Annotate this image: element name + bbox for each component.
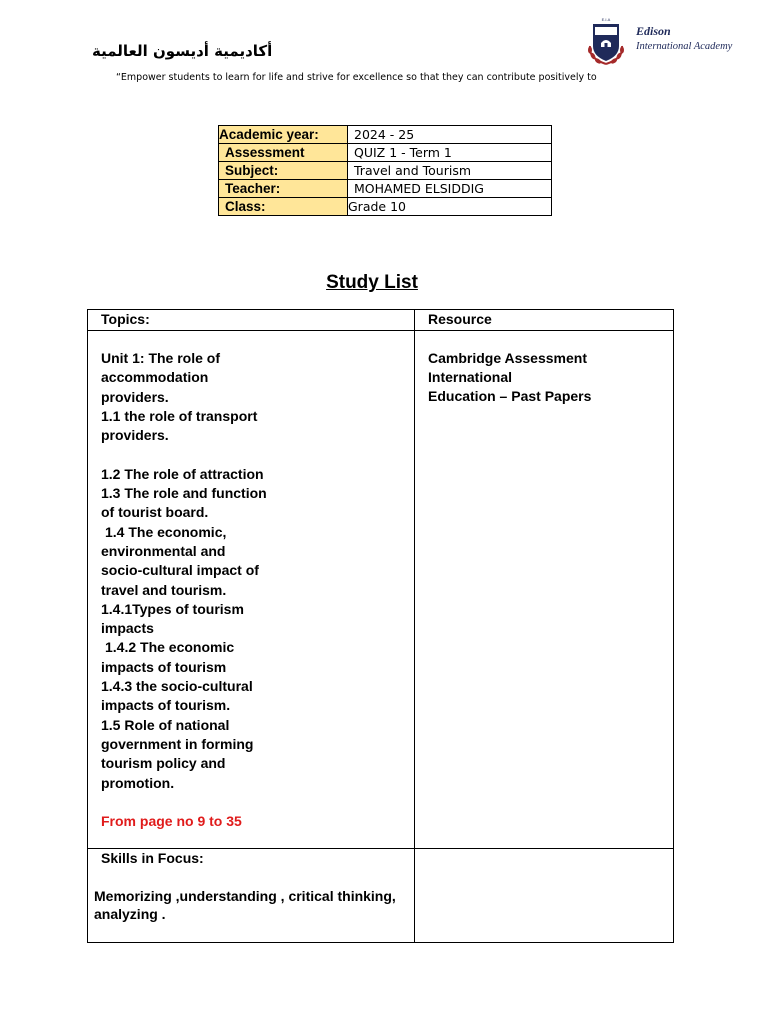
topic-line: 1.4.3 the socio-cultural [101,678,253,695]
skills-text: Memorizing ,understanding , critical thinking, analyzing . [94,888,396,922]
info-label: Academic year: [219,126,348,144]
resource-line: Education – Past Papers [428,388,592,404]
resource-header: Resource [415,310,674,331]
info-value: Grade 10 [348,198,552,216]
info-value: Travel and Tourism [348,162,552,180]
topic-line: of tourist board. [101,504,209,521]
resource-cell [415,331,674,849]
topic-line: 1.4.1Types of tourism [101,600,244,617]
info-row [219,162,552,180]
topics-list [101,349,414,793]
info-label: Subject: [219,162,348,180]
resource-line: Cambridge Assessment International [428,350,587,385]
topic-line: impacts of tourism [101,658,227,675]
topic-line: 1.4 The economic, [105,523,227,540]
topic-line: Unit 1: The role of [101,350,220,366]
school-motto: “Empower students to learn for life and strive for excellence so that they can contribute positively to [116,72,597,83]
topic-line: socio-cultural impact of [101,562,259,579]
info-value: 2024 - 25 [348,126,552,144]
topic-line: 1.5 Role of national [101,716,230,733]
logo-badge-text: E.I.A [601,17,611,22]
topics-cell [88,331,415,849]
table-row [88,849,674,943]
info-row [219,144,552,162]
topic-line: government in forming [101,735,254,752]
info-label: Teacher: [219,180,348,198]
topic-line: 1.1 the role of transport [101,407,258,424]
topics-header: Topics: [88,310,415,331]
topic-line: impacts of tourism. [101,697,231,714]
topic-line: accommodation [101,369,209,386]
page-range-note: From page no 9 to 35 [101,812,242,829]
table-row [88,331,674,849]
info-value: QUIZ 1 - Term 1 [348,144,552,162]
logo-line1: Edison [636,24,671,38]
topic-line: impacts [101,620,154,637]
topic-line: providers. [101,427,169,444]
info-row [219,198,552,216]
topic-line: environmental and [101,542,226,559]
topic-line: promotion. [101,774,175,791]
info-row [219,180,552,198]
topic-line: travel and tourism. [101,581,227,598]
topic-line: tourism policy and [101,755,226,772]
info-label: Class: [219,198,348,216]
study-list-title: Study List [326,272,418,293]
empty-cell [415,849,674,943]
topic-line: 1.2 The role of attraction [101,465,264,482]
topic-line: providers. [101,388,169,405]
arabic-school-name: أكاديمية أديسون العالمية [92,42,273,60]
table-header-row [88,310,674,331]
study-list-table [87,309,674,943]
logo-wordmark [636,24,732,54]
logo-line2: International Academy [636,41,733,52]
topic-line [101,445,414,464]
assessment-info-table [218,125,552,216]
skills-cell [88,849,415,943]
topic-line: 1.3 The role and function [101,485,267,502]
skills-label: Skills in Focus: [101,850,204,866]
info-row [219,126,552,144]
topic-line: 1.4.2 The economic [105,639,235,656]
info-value: MOHAMED ELSIDDIG [348,180,552,198]
info-label: Assessment [219,144,348,162]
